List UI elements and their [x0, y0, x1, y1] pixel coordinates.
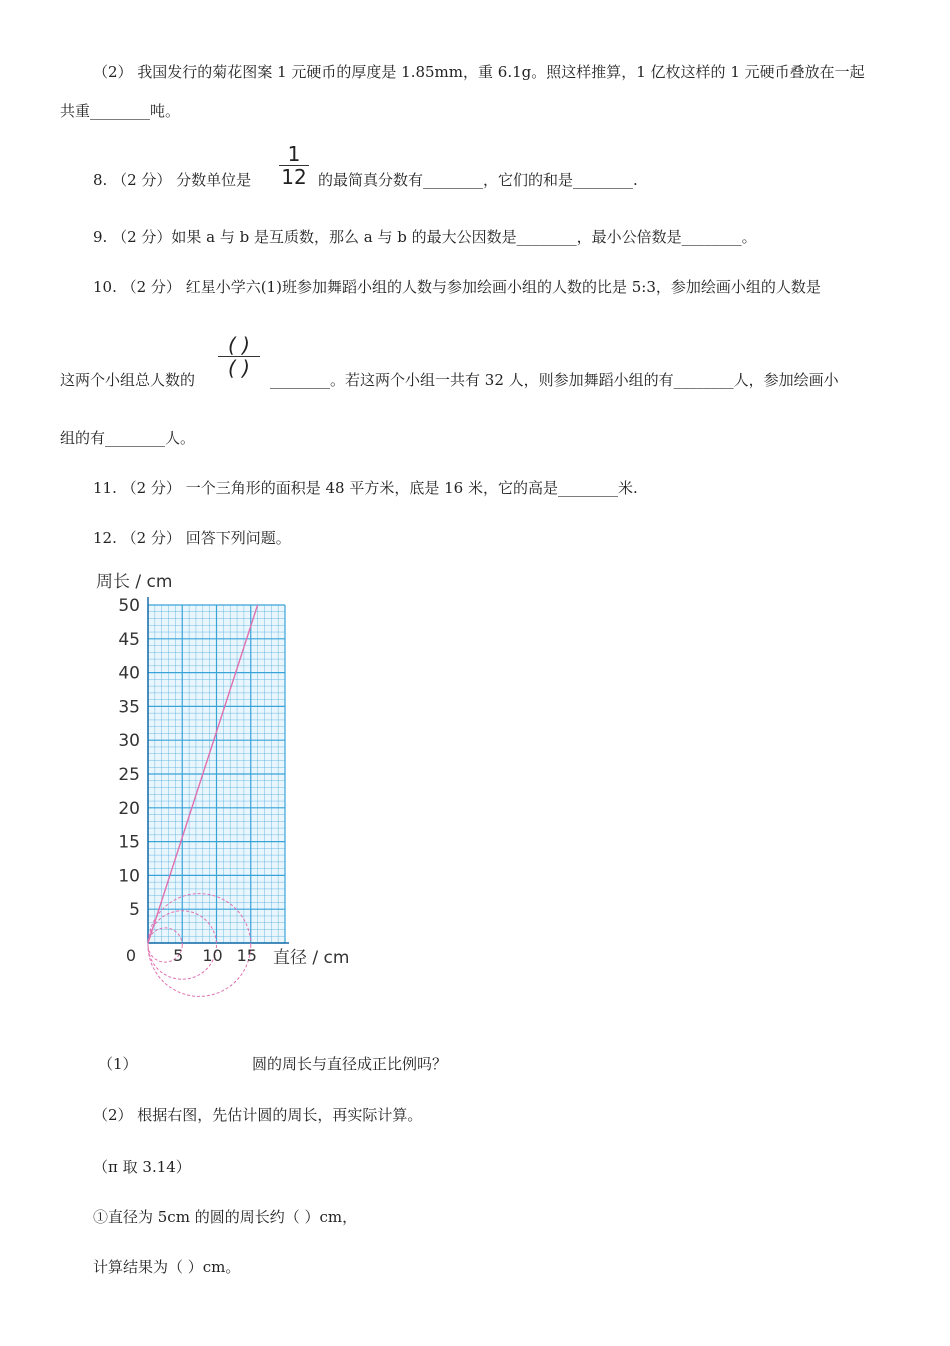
- x-axis-label: 直径 / cm: [273, 948, 350, 968]
- q12-sub1-text: 圆的周长与直径成正比例吗？: [252, 1055, 448, 1073]
- y-tick-label: 35: [118, 697, 140, 718]
- x-tick-label: 5: [173, 946, 184, 965]
- q10-fraction-numerator: ( ): [228, 333, 250, 357]
- y-tick-label: 45: [118, 629, 140, 650]
- y-tick-label: 15: [118, 832, 140, 853]
- chart-grid: [148, 597, 289, 943]
- y-tick-label: 25: [118, 765, 140, 785]
- q10-line3: 组的有________人。: [60, 429, 196, 447]
- x-tick-label: 10: [202, 946, 223, 965]
- q12-item1: ①直径为 5cm 的圆的周长约（ ）cm，: [93, 1208, 358, 1226]
- q7-2-line1: （2） 我国发行的菊花图案 1 元硬币的厚度是 1.85mm，重 6.1g。照这样推算，1 亿枚这样的 1 元硬币叠放在一起: [93, 63, 865, 81]
- q8-fraction-numerator: 1: [287, 142, 301, 166]
- q8-prefix: 8. （2 分） 分数单位是: [93, 171, 252, 189]
- q8-suffix: 的最简真分数有________，它们的和是________.: [318, 171, 638, 189]
- q7-2-line2: 共重________吨。: [60, 102, 181, 120]
- q11-text: 11. （2 分） 一个三角形的面积是 48 平方米，底是 16 米，它的高是________米.: [93, 479, 638, 497]
- q10-fraction-denominator: ( ): [228, 356, 250, 380]
- x-tick-label: 0: [125, 946, 136, 965]
- q12-pi-note: （π 取 3.14）: [93, 1158, 191, 1176]
- y-tick-label: 50: [118, 596, 140, 616]
- q8-fraction: [279, 144, 309, 187]
- y-tick-label: 30: [118, 731, 140, 752]
- q10-prefix: 这两个小组总人数的: [60, 371, 196, 389]
- perimeter-diameter-chart: [90, 565, 370, 1005]
- q10-suffix: ________。若这两个小组一共有 32 人，则参加舞蹈小组的有________人，参加绘画小: [270, 371, 839, 389]
- q10-fraction: [218, 335, 260, 378]
- y-tick-label: 20: [118, 798, 140, 819]
- q9-text: 9. （2 分）如果 a 与 b 是互质数，那么 a 与 b 的最大公因数是________，最小公倍数是________。: [93, 228, 757, 246]
- q8-fraction-denominator: 12: [281, 165, 307, 189]
- q12-sub2: （2） 根据右图，先估计圆的周长，再实际计算。: [93, 1106, 423, 1124]
- q12-header: 12. （2 分） 回答下列问题。: [93, 529, 291, 547]
- q12-item1-calc: 计算结果为（ ）cm。: [93, 1258, 241, 1276]
- y-tick-label: 10: [118, 866, 140, 887]
- x-tick-label: 15: [236, 946, 257, 965]
- y-tick-label: 5: [129, 900, 140, 921]
- q12-sub1-label: （1）: [98, 1055, 138, 1073]
- q10-line1: 10. （2 分） 红星小学六(1)班参加舞蹈小组的人数与参加绘画小组的人数的比是 5:3，参加绘画小组的人数是: [93, 278, 821, 296]
- y-axis-label: 周长 / cm: [96, 572, 173, 592]
- y-tick-label: 40: [118, 663, 140, 684]
